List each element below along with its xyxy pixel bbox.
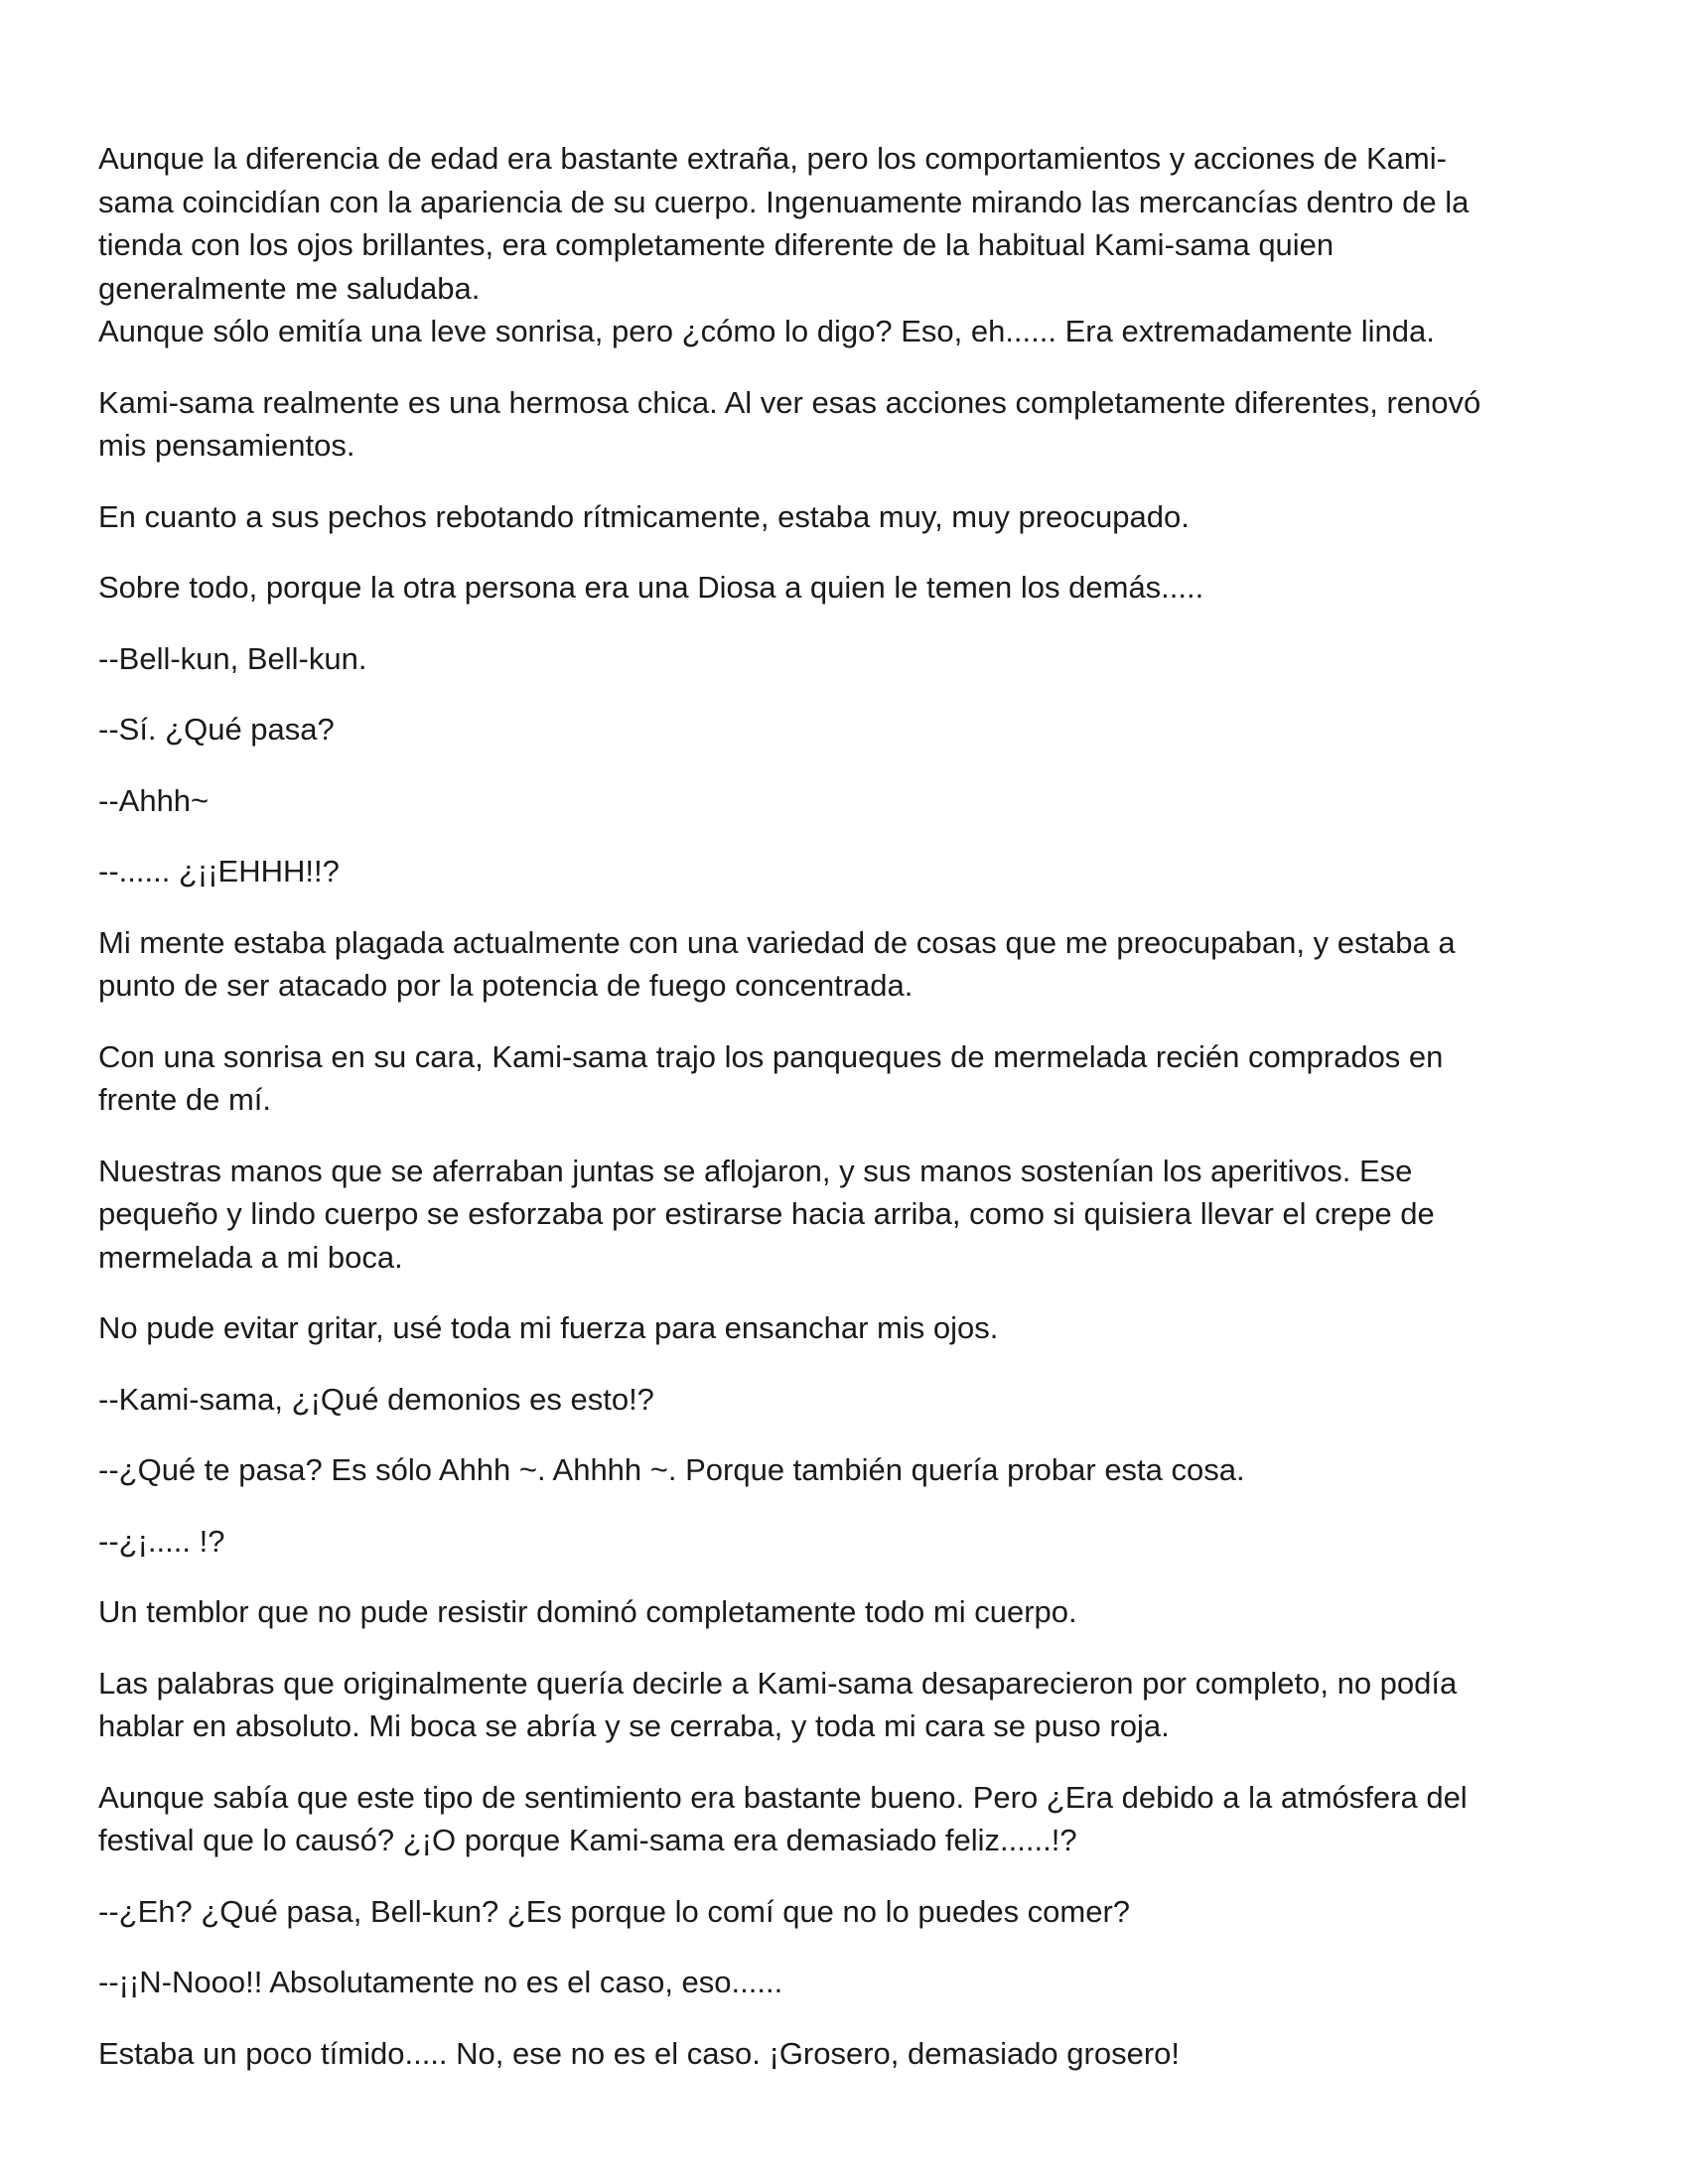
text-line: --¿¡..... !? — [98, 1523, 225, 1559]
dialogue-line — [98, 1378, 1598, 1422]
paragraph — [98, 2032, 1598, 2076]
text-line: --¡¡N-Nooo!! Absolutamente no es el caso, eso...... — [98, 1965, 783, 1999]
dialogue-line — [98, 850, 1598, 893]
text-line: festival que lo causó? ¿¡O porque Kami-sama era demasiado feliz......!? — [98, 1823, 1077, 1857]
text-line: hablar en absoluto. Mi boca se abría y se cerraba, y toda mi cara se puso roja. — [98, 1708, 1170, 1743]
document-page — [98, 137, 1598, 2103]
text-line: --Sí. ¿Qué pasa? — [98, 712, 335, 747]
text-line: frente de mí. — [98, 1082, 272, 1117]
text-line: punto de ser atacado por la potencia de fuego concentrada. — [98, 968, 914, 1003]
paragraph — [98, 1662, 1598, 1748]
paragraph — [98, 1776, 1598, 1862]
text-line: --¿Eh? ¿Qué pasa, Bell-kun? ¿Es porque lo comí que no lo puedes comer? — [98, 1893, 1131, 1929]
text-line: Kami-sama realmente es una hermosa chica. Al ver esas acciones completamente diferentes, renovó — [98, 384, 1481, 420]
dialogue-line — [98, 1890, 1598, 1934]
text-line: --...... ¿¡¡EHHH!!? — [98, 854, 340, 888]
paragraph — [98, 1035, 1598, 1122]
text-line: generalmente me saludaba. — [98, 270, 481, 306]
dialogue-line — [98, 708, 1598, 751]
text-line: Mi mente estaba plagada actualmente con una variedad de cosas que me preocupaban, y estaba a — [98, 924, 1456, 960]
text-line: tienda con los ojos brillantes, era completamente diferente de la habitual Kami-sama quien — [98, 227, 1335, 262]
text-line: Aunque sabía que este tipo de sentimiento era bastante bueno. Pero ¿Era debido a la atmósfera del — [98, 1779, 1468, 1815]
paragraph — [98, 381, 1598, 468]
text-line: Nuestras manos que se aferraban juntas se aflojaron, y sus manos sostenían los aperitivos. Ese — [98, 1153, 1413, 1188]
text-line: Estaba un poco tímido..... No, ese no es el caso. ¡Grosero, demasiado grosero! — [98, 2035, 1181, 2071]
text-line: Las palabras que originalmente quería decirle a Kami-sama desaparecieron por completo, no podía — [98, 1665, 1458, 1701]
paragraph — [98, 1590, 1598, 1634]
text-line: Un temblor que no pude resistir dominó completamente todo mi cuerpo. — [98, 1594, 1077, 1629]
dialogue-line — [98, 1448, 1598, 1492]
text-line: Con una sonrisa en su cara, Kami-sama trajo los panqueques de mermelada recién comprados en — [98, 1038, 1444, 1074]
dialogue-line — [98, 637, 1598, 681]
text-line: No pude evitar gritar, usé toda mi fuerza para ensanchar mis ojos. — [98, 1310, 999, 1345]
text-line: mis pensamientos. — [98, 428, 355, 463]
text-line: --Bell-kun, Bell-kun. — [98, 640, 367, 676]
paragraph — [98, 1150, 1598, 1280]
dialogue-line — [98, 779, 1598, 823]
paragraph — [98, 137, 1598, 353]
text-line: Aunque la diferencia de edad era bastante extraña, pero los comportamientos y acciones de Kami- — [98, 141, 1447, 176]
text-line: --¿Qué te pasa? Es sólo Ahhh ~. Ahhhh ~. Porque también quería probar esta cosa. — [98, 1452, 1245, 1487]
text-line: pequeño y lindo cuerpo se esforzaba por estirarse hacia arriba, como si quisiera llevar el crepe de — [98, 1196, 1435, 1231]
text-line: mermelada a mi boca. — [98, 1239, 403, 1275]
text-line: Sobre todo, porque la otra persona era una Diosa a quien le temen los demás..... — [98, 570, 1204, 605]
text-line: --Ahhh~ — [98, 782, 210, 818]
paragraph — [98, 1306, 1598, 1350]
text-line: --Kami-sama, ¿¡Qué demonios es esto!? — [98, 1381, 654, 1417]
paragraph — [98, 921, 1598, 1008]
text-line: sama coincidían con la apariencia de su cuerpo. Ingenuamente mirando las mercancías dentro de la — [98, 184, 1470, 219]
paragraph — [98, 495, 1598, 539]
dialogue-line — [98, 1961, 1598, 2004]
text-line: Aunque sólo emitía una leve sonrisa, pero ¿cómo lo digo? Eso, eh...... Era extremadamente linda. — [98, 314, 1435, 348]
dialogue-line — [98, 1520, 1598, 1564]
paragraph — [98, 566, 1598, 610]
text-line: En cuanto a sus pechos rebotando rítmicamente, estaba muy, muy preocupado. — [98, 498, 1190, 534]
